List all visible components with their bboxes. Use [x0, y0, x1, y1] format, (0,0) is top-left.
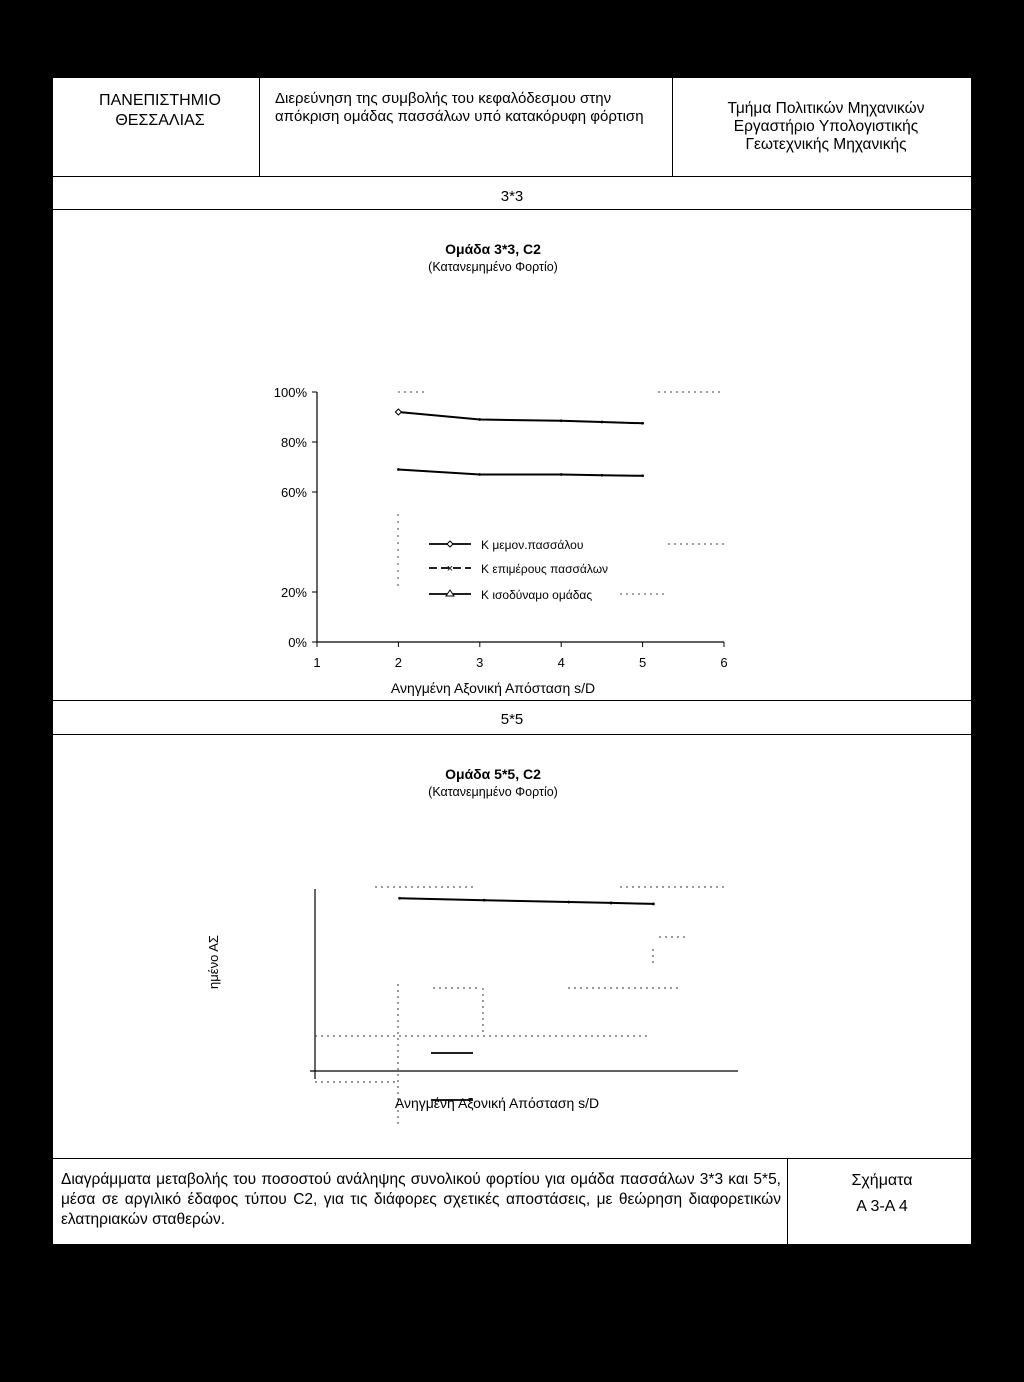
chart1-x-tick-label: 1 [313, 655, 321, 670]
chart1-y-tick-label: 20% [280, 585, 307, 600]
chart1-data-point [397, 468, 400, 471]
chart1-y-tick-label: 60% [280, 485, 307, 500]
university-name: ΠΑΝΕΠΙΣΤΗΜΙΟ ΘΕΣΣΑΛΙΑΣ [99, 92, 221, 129]
chart2-data-point [652, 902, 655, 905]
chart1-y-ticks [274, 385, 317, 650]
chart1-x-tick-label: 3 [476, 655, 484, 670]
chart1-legend-label: Κ επιμέρους πασσάλων [481, 562, 609, 576]
chart2-x-axis-label: Ανηγμένη Αξονική Απόσταση s/D [394, 1095, 600, 1111]
thesis-title: Διερεύνηση της συμβολής του κεφαλόδεσμου στην απόκριση ομάδας πασσάλων υπό κατακόρυφη φόρτιση [275, 90, 644, 125]
chart1-subtitle: (Κατανεμημένο Φορτίο) [428, 260, 558, 274]
chart1-legend-x-marker: × [446, 563, 454, 575]
chart1-diamond-marker [395, 409, 401, 415]
chart1-x-tick-label: 5 [638, 655, 647, 670]
department-line-1: Τμήμα Πολιτικών Μηχανικών [727, 100, 925, 117]
chart-5x5 [53, 734, 973, 1158]
chart2-gridline-fragments [315, 887, 724, 1126]
chart-3x3 [53, 209, 973, 699]
chart2-y-axis-label: ημένο ΑΣ [206, 935, 221, 989]
chart1-series-line [398, 412, 642, 423]
department-line-3: Γεωτεχνικής Μηχανικής [745, 136, 907, 153]
chart1-y-tick-label: 100% [273, 385, 307, 400]
chart1-x-ticks [313, 642, 727, 670]
chart1-legend [429, 538, 724, 602]
section-label-5x5: 5*5 [500, 711, 524, 728]
chart1-y-tick-label: 80% [280, 435, 307, 450]
header-bottom-rule [53, 176, 971, 177]
chart2-axes [310, 889, 738, 1079]
department-line-2: Εργαστήριο Υπολογιστικής [733, 118, 919, 135]
chart1-data-point [478, 473, 481, 476]
chart1-title: Ομάδα 3*3, C2 [445, 241, 541, 257]
header-divider-2 [672, 78, 673, 176]
chart1-y-tick-label: 0% [288, 635, 307, 650]
figure-number: Α 3-Α 4 [856, 1198, 908, 1215]
chart2-title: Ομάδα 5*5, C2 [445, 766, 541, 782]
chart2-data-point [567, 901, 570, 904]
chart2-data-point [483, 899, 486, 902]
caption-divider [787, 1158, 788, 1246]
chart1-series-line [398, 470, 642, 476]
figure-caption: Διαγράμματα μεταβολής του ποσοστού ανάληψης συνολικού φορτίου για ομάδα πασσάλων 3*3 και 5*5, μέσα σε αργιλικό έδαφος τύπου C2, για τις διάφορες σχετικές αποστάσεις, με θεώρηση διαφορετικών ελατηριακών σταθερών. [61, 1171, 781, 1228]
chart1-x-axis-label: Ανηγμένη Αξονική Απόσταση s/D [390, 680, 596, 696]
chart1-data-point [601, 474, 604, 477]
chart1-data-point [641, 474, 644, 477]
chart1-x-tick-label: 2 [394, 655, 403, 670]
chart1-legend-diamond-marker [447, 541, 453, 547]
chart2-series [398, 897, 655, 905]
chart2-subtitle: (Κατανεμημένο Φορτίο) [428, 785, 558, 799]
chart1-data-point [641, 422, 644, 425]
header-divider-1 [259, 78, 260, 176]
figure-sheet [52, 77, 972, 1245]
caption-top-rule [53, 1158, 971, 1159]
chart1-data-point [601, 421, 604, 424]
chart2-data-point [398, 897, 401, 900]
chart1-data-point [560, 419, 563, 422]
department-name [683, 100, 969, 154]
chart1-legend-triangle-marker [446, 590, 454, 596]
chart1-data-point [560, 473, 563, 476]
chart2-data-point [610, 902, 613, 905]
chart1-x-tick-label: 4 [557, 655, 565, 670]
figure-label: Σχήματα [851, 1172, 913, 1189]
chart1-legend-label: Κ ισοδύναμο ομάδας [481, 588, 593, 602]
section-rule-5x5-top [53, 700, 971, 701]
chart1-data-point [478, 418, 481, 421]
chart2-series-line [400, 898, 654, 904]
figure-reference [793, 1168, 971, 1220]
chart1-axes [317, 392, 724, 642]
chart1-x-tick-label: 6 [720, 655, 728, 670]
section-label-3x3: 3*3 [500, 188, 524, 205]
chart1-series [395, 409, 644, 477]
chart1-legend-label: Κ μεμον.πασσάλου [481, 538, 584, 552]
